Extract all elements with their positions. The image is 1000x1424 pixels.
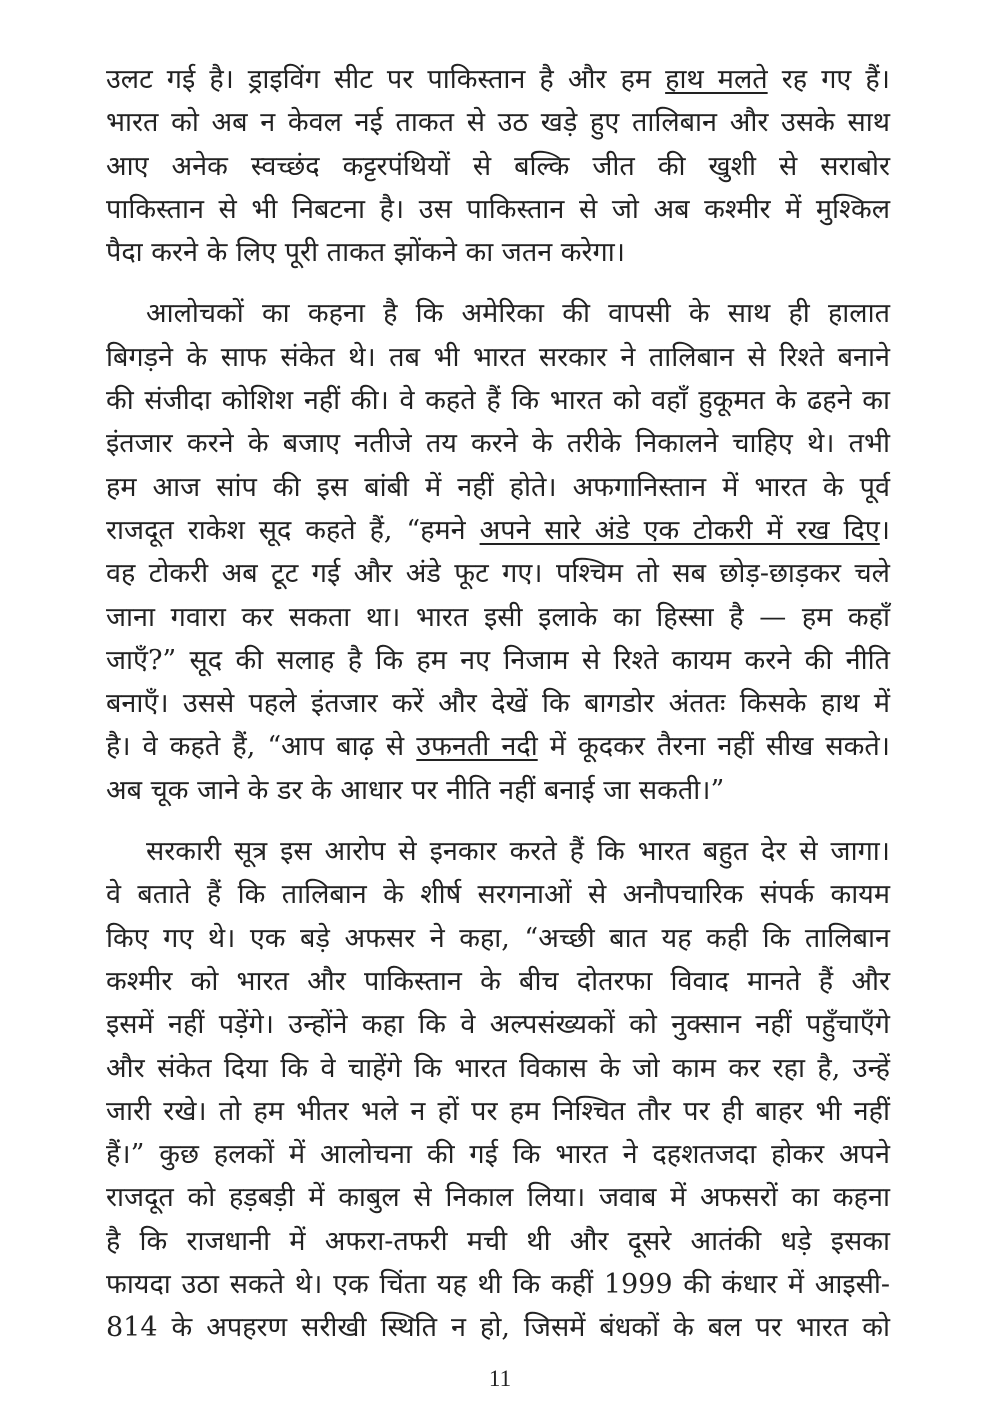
text-line: इंतजार करने के बजाए नतीजे तय करने के तरीके निकालने चाहिए थे। तभी: [106, 428, 890, 460]
text-line: किए गए थे। एक बड़े अफसर ने कहा, “अच्छी बात यह कही कि तालिबान: [106, 922, 890, 954]
paragraph-1: [106, 58, 890, 274]
text-line: और संकेत दिया कि वे चाहेंगे कि भारत विकास के जो काम कर रहा है, उन्हें: [106, 1052, 890, 1084]
text-line: फायदा उठा सकते थे। एक चिंता यह थी कि कहीं 1999 की कंधार में आइसी-: [106, 1269, 890, 1301]
text-line: राजदूत को हड़बड़ी में काबुल से निकाल लिया। जवाब में अफसरों का कहना: [106, 1182, 890, 1214]
underlined-phrase: हाथ मलते: [665, 64, 768, 95]
page-number: 11: [488, 1366, 512, 1391]
text-line: सरकारी सूत्र इस आरोप से इनकार करते हैं कि भारत बहुत देर से जागा।: [146, 836, 890, 868]
text-line: भारत को अब न केवल नई ताकत से उठ खड़े हुए तालिबान और उसके साथ: [106, 107, 890, 139]
text-line: बनाएँ। उससे पहले इंतजार करें और देखें कि बागडोर अंततः किसके हाथ में: [106, 688, 890, 720]
text-line: पाकिस्तान से भी निबटना है। उस पाकिस्तान से जो अब कश्मीर में मुश्किल: [106, 193, 890, 225]
underlined-phrase: अपने सारे अंडे एक टोकरी में रख दिए: [479, 514, 880, 546]
text-line: वह टोकरी अब टूट गई और अंडे फूट गए। पश्चिम तो सब छोड़-छाड़कर चले: [106, 558, 890, 590]
text-line: आए अनेक स्वच्छंद कट्टरपंथियों से बल्कि जीत की खुशी से सराबोर: [106, 150, 890, 182]
text-line: आलोचकों का कहना है कि अमेरिका की वापसी के साथ ही हालात: [146, 298, 890, 330]
text-line: है कि राजधानी में अफरा-तफरी मची थी और दूसरे आतंकी धड़े इसका: [106, 1225, 890, 1257]
text-line: जाना गवारा कर सकता था। भारत इसी इलाके का हिस्सा है — हम कहाँ: [106, 601, 890, 633]
text-line: उलट गई है। ड्राइविंग सीट पर पाकिस्तान है और हम हाथ मलते रह गए हैं।: [106, 64, 890, 95]
text-line: वे बताते हैं कि तालिबान के शीर्ष सरगनाओं से अनौपचारिक संपर्क कायम: [106, 879, 890, 911]
text-line: पैदा करने के लिए पूरी ताकत झोंकने का जतन करेगा।: [106, 237, 625, 269]
text-line: कश्मीर को भारत और पाकिस्तान के बीच दोतरफा विवाद मानते हैं और: [106, 965, 890, 997]
text-line: 814 के अपहरण सरीखी स्थिति न हो, जिसमें बंधकों के बल पर भारत को: [106, 1312, 890, 1344]
text-line: की संजीदा कोशिश नहीं की। वे कहते हैं कि भारत को वहाँ हुकूमत के ढहने का: [106, 385, 890, 417]
paragraph-2: [106, 292, 890, 812]
text-line: है। वे कहते हैं, “आप बाढ़ से उफनती नदी में कूदकर तैरना नहीं सीख सकते।: [106, 731, 890, 763]
text-line: अब चूक जाने के डर के आधार पर नीति नहीं बनाई जा सकती।”: [106, 774, 725, 806]
text-line: बिगड़ने के साफ संकेत थे। तब भी भारत सरकार ने तालिबान से रिश्ते बनाने: [106, 341, 890, 373]
text-line: जाएँ?” सूद की सलाह है कि हम नए निजाम से रिश्ते कायम करने की नीति: [106, 644, 890, 676]
text-line: हैं।” कुछ हलकों में आलोचना की गई कि भारत ने दहशतजदा होकर अपने: [106, 1139, 890, 1171]
text-line: राजदूत राकेश सूद कहते हैं, “हमने अपने सारे अंडे एक टोकरी में रख दिए।: [106, 514, 890, 546]
text-line: जारी रखे। तो हम भीतर भले न हों पर हम निश्चित तौर पर ही बाहर भी नहीं: [106, 1095, 890, 1127]
paragraph-3: [106, 830, 890, 1350]
underlined-phrase: उफनती नदी: [416, 731, 538, 763]
text-line: हम आज सांप की इस बांबी में नहीं होते। अफगानिस्तान में भारत के पूर्व: [106, 471, 890, 503]
text-line: इसमें नहीं पड़ेंगे। उन्होंने कहा कि वे अल्पसंख्यकों को नुक्सान नहीं पहुँचाएँगे: [106, 1009, 890, 1041]
